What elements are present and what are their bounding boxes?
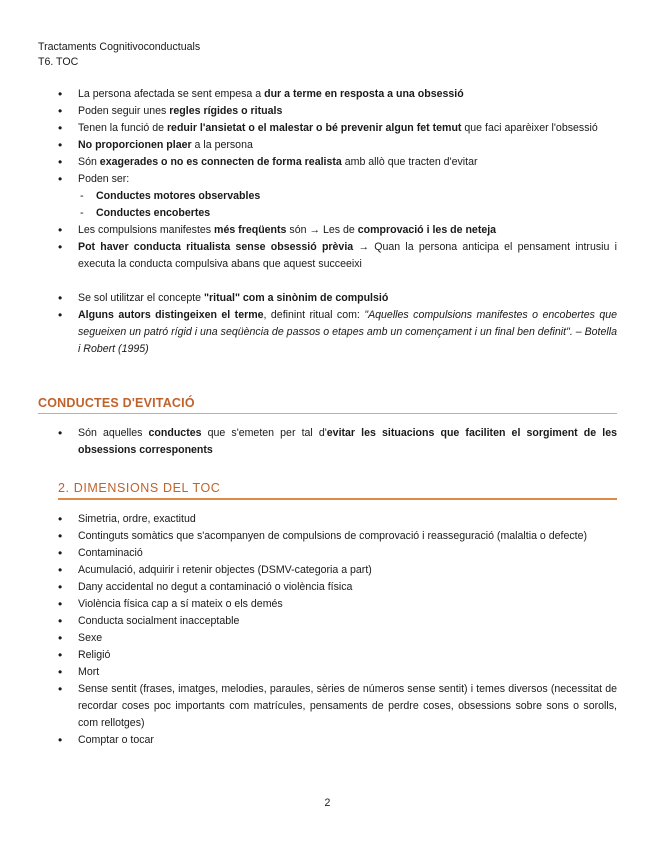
- list-item: • Sexe: [0, 630, 655, 647]
- list-item: • Són exagerades o no es connecten de forma realista amb allò que tracten d'evitar: [0, 154, 655, 171]
- section-heading-avoidance: CONDUCTES D'EVITACIÓ: [38, 396, 195, 410]
- list-item: • Mort: [0, 664, 655, 681]
- list-item: • No proporcionen plaer a la persona: [0, 137, 655, 154]
- sub-list-item: - Conductes motores observables: [0, 188, 655, 205]
- list-item: • Alguns autors distingeixen el terme, definint ritual com: "Aquelles compulsions manifestes o encobertes que segueixen un patró rígid i una seqüència de passos o etapes amb un començament i un final ben definit". – Botella i Robert (1995): [0, 307, 655, 358]
- sub-list-item: - Conductes encobertes: [0, 205, 655, 222]
- list-item: • Són aquelles conductes que s'emeten per tal d'evitar les situacions que faciliten el sorgiment de les obsessions corresponents: [0, 425, 655, 459]
- list-item: • Les compulsions manifestes més freqüents són → Les de comprovació i les de neteja: [0, 222, 655, 239]
- list-item: • Pot haver conducta ritualista sense obsessió prèvia → Quan la persona anticipa el pensament intrusiu i executa la conducta compulsiva abans que aquest succeeixi: [0, 239, 655, 273]
- list-item: • Comptar o tocar: [0, 732, 655, 749]
- list-item: • Violència física cap a sí mateix o els demés: [0, 596, 655, 613]
- page-number: 2: [324, 797, 331, 809]
- list-item: • Se sol utilitzar el concepte "ritual" com a sinònim de compulsió: [0, 290, 655, 307]
- dimensions-list: [0, 511, 655, 749]
- list-item: • Simetria, ordre, exactitud: [0, 511, 655, 528]
- list-spacer: [0, 273, 655, 290]
- list-item: • Religió: [0, 647, 655, 664]
- avoidance-list: [0, 425, 655, 459]
- list-item: • Poden seguir unes regles rígides o rituals: [0, 103, 655, 120]
- list-item: • Sense sentit (frases, imatges, melodies, paraules, sèries de números sense sentit) i temes diversos (necessitat de recordar coses poc importants com matrícules, pensaments de perdre coses, obsessions sobre sons o sorolls, com rellotges): [0, 681, 655, 732]
- section-divider: [58, 498, 617, 500]
- list-item: • Conducta socialment inacceptable: [0, 613, 655, 630]
- list-item: • Continguts somàtics que s'acompanyen de compulsions de comprovació i reasseguració (malaltia o defecte): [0, 528, 655, 545]
- document-course-title: Tractaments Cognitivoconductuals: [38, 41, 201, 53]
- section-divider: [38, 413, 617, 414]
- list-item: • Contaminació: [0, 545, 655, 562]
- list-item: • Acumulació, adquirir i retenir objectes (DSMV-categoria a part): [0, 562, 655, 579]
- list-item: • Dany accidental no degut a contaminació o violència física: [0, 579, 655, 596]
- list-item: • Tenen la funció de reduir l'ansietat o el malestar o bé prevenir algun fet temut que faci aparèixer l'obsessió: [0, 120, 655, 137]
- compulsions-list: [0, 86, 655, 358]
- list-item: • La persona afectada se sent empesa a dur a terme en resposta a una obsessió: [0, 86, 655, 103]
- list-item: • Poden ser:: [0, 171, 655, 188]
- section-heading-dimensions: 2. DIMENSIONS DEL TOC: [58, 481, 221, 495]
- document-topic-title: T6. TOC: [38, 56, 79, 68]
